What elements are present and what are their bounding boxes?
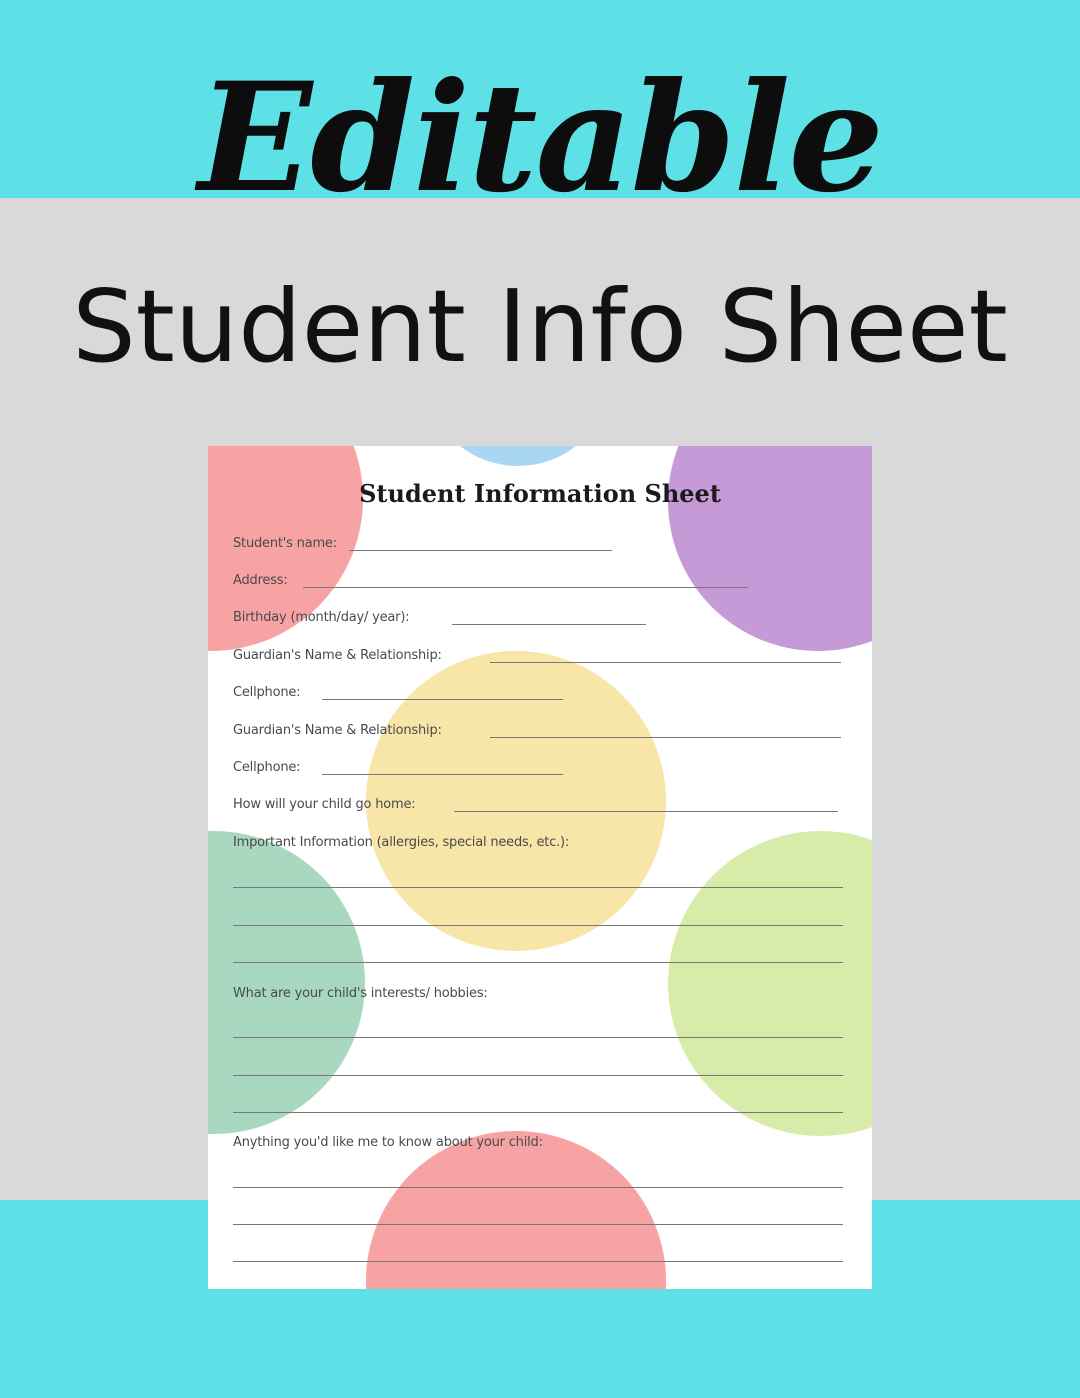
anything-line-3[interactable] — [233, 1261, 843, 1262]
cellphone1-label: Cellphone: — [233, 685, 301, 700]
important-info-label: Important Information (allergies, special needs, etc.): — [233, 835, 570, 850]
birthday-label: Birthday (month/day/ year): — [233, 610, 410, 625]
student-name-line[interactable] — [349, 550, 612, 551]
important-info-line-2[interactable] — [233, 925, 843, 926]
interests-line-3[interactable] — [233, 1112, 843, 1113]
important-info-line-1[interactable] — [233, 887, 843, 888]
green-circle-decoration — [208, 831, 365, 1134]
anything-label: Anything you'd like me to know about your child: — [233, 1135, 543, 1150]
guardian2-label: Guardian's Name & Relationship: — [233, 723, 442, 738]
anything-line-1[interactable] — [233, 1187, 843, 1188]
interests-line-1[interactable] — [233, 1037, 843, 1038]
guardian1-line[interactable] — [490, 662, 841, 663]
birthday-line[interactable] — [452, 624, 646, 625]
lime-circle-decoration — [668, 831, 872, 1136]
student-name-label: Student's name: — [233, 536, 337, 551]
red-circle-bottom-decoration — [366, 1131, 666, 1289]
guardian1-label: Guardian's Name & Relationship: — [233, 648, 442, 663]
interests-line-2[interactable] — [233, 1075, 843, 1076]
cellphone2-line[interactable] — [322, 774, 563, 775]
blue-circle-decoration — [433, 446, 603, 466]
cellphone1-line[interactable] — [322, 699, 563, 700]
student-info-sheet-heading: Student Info Sheet — [72, 268, 1008, 385]
guardian2-line[interactable] — [490, 737, 841, 738]
purple-circle-decoration — [668, 446, 872, 651]
sheet-title: Student Information Sheet — [359, 479, 721, 508]
anything-line-2[interactable] — [233, 1224, 843, 1225]
editable-heading: Editable — [198, 50, 882, 226]
worksheet-preview — [208, 446, 872, 1289]
address-line[interactable] — [303, 587, 748, 588]
go-home-label: How will your child go home: — [233, 797, 416, 812]
important-info-line-3[interactable] — [233, 962, 843, 963]
cellphone2-label: Cellphone: — [233, 760, 301, 775]
address-label: Address: — [233, 573, 288, 588]
go-home-line[interactable] — [454, 811, 838, 812]
interests-label: What are your child's interests/ hobbies: — [233, 986, 488, 1001]
